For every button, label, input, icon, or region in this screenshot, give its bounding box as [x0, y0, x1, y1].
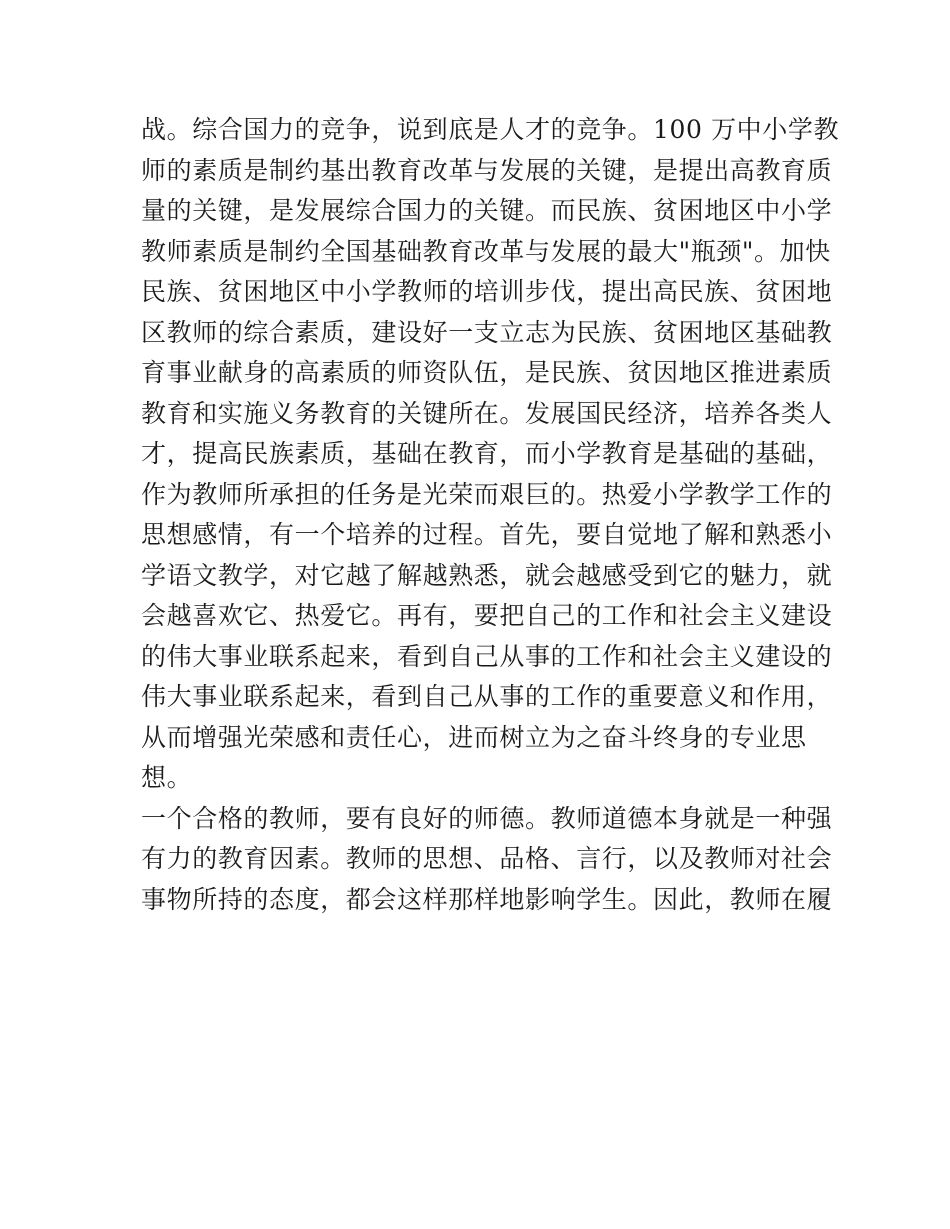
- text-line: 战。综合国力的竞争，说到底是人才的竞争。100 万中小学教: [141, 115, 840, 144]
- text-line: 教育和实施义务教育的关键所在。发展国民经济，培养各类人: [141, 398, 833, 428]
- text-line: 学语文教学，对它越了解越熟悉，就会越感受到它的魅力，就: [141, 560, 833, 590]
- text-line: 事物所持的态度，都会这样那样地影响学生。因此，教师在履: [141, 884, 833, 914]
- text-line: 量的关键，是发展综合国力的关键。而民族、贫困地区中小学: [141, 196, 833, 225]
- text-line: 教师素质是制约全国基础教育改革与发展的最大"瓶颈"。加快: [141, 236, 831, 266]
- text-line: 会越喜欢它、热爱它。再有，要把自己的工作和社会主义建设: [141, 601, 833, 630]
- text-line: 想。: [141, 763, 193, 792]
- text-line: 的伟大事业联系起来，看到自己从事的工作和社会主义建设的: [141, 641, 833, 671]
- text-line: 有力的教育因素。教师的思想、品格、言行，以及教师对社会: [141, 844, 833, 873]
- text-line: 思想感情，有一个培养的过程。首先，要自觉地了解和熟悉小: [141, 520, 833, 549]
- text-line: 区教师的综合素质，建设好一支立志为民族、贫困地区基础教: [141, 317, 833, 347]
- text-line: 作为教师所承担的任务是光荣而艰巨的。热爱小学教学工作的: [141, 479, 833, 509]
- text-line: 民族、贫困地区中小学教师的培训步伐，提出高民族、贫困地: [141, 277, 833, 306]
- text-line: 育事业献身的高素质的师资队伍，是民族、贫因地区推进素质: [141, 358, 833, 387]
- text-line: 伟大事业联系起来，看到自己从事的工作的重要意义和作用，: [141, 682, 833, 711]
- text-line: 才，提高民族素质，基础在教育，而小学教育是基础的基础，: [141, 439, 833, 468]
- text-line: 师的素质是制约基出教育改革与发展的关键，是提出高教育质: [141, 155, 833, 185]
- body-text: [141, 110, 840, 920]
- text-line: 一个合格的教师，要有良好的师德。教师道德本身就是一种强: [141, 803, 833, 833]
- text-line: 从而增强光荣感和责任心，进而树立为之奋斗终身的专业思: [141, 722, 807, 752]
